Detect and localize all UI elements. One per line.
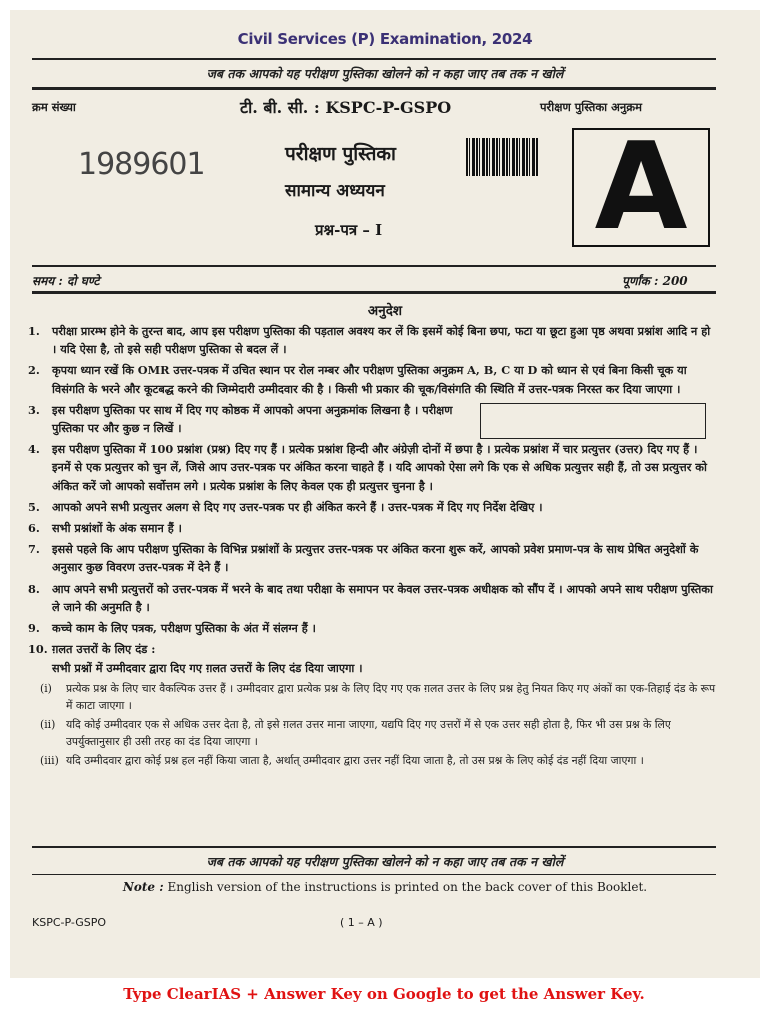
item-text: इस परीक्षण पुस्तिका में 100 प्रश्नांश (प्रश्न) दिए गए हैं । प्रत्येक प्रश्नांश हिन्दी और अंग्रेज़ी दोनों में छपा है । प्रत्येक प्रश्नांश में चार प्रत्युत्तर (उत्तर) दिए गए हैं । इनमें से एक प्रत्युत्तर को चुन लें, जिसे आप उत्तर-पत्रक पर अंकित करना चाहते हैं । यदि आपको ऐसा लगे कि एक से अधिक प्रत्युत्तर सही हैं, तो उस प्रत्युत्तर को अंकित करें जो आपको सर्वोत्तम लगे । प्रत्येक प्रश्नांश के लिए केवल एक ही प्रत्युत्तर चुनना है । bbox=[52, 442, 707, 493]
divider bbox=[32, 846, 716, 848]
tbc-code: टी. बी. सी. : KSPC-P-GSPO bbox=[240, 98, 452, 117]
marks-label: पूर्णांक : 200 bbox=[622, 274, 688, 288]
instruction-item bbox=[28, 401, 718, 437]
footer-page: ( 1 – A ) bbox=[340, 916, 383, 929]
instruction-item bbox=[28, 498, 718, 516]
instructions-list bbox=[28, 322, 718, 769]
point-number: (iii) bbox=[40, 753, 59, 767]
item-number: 2. bbox=[28, 363, 40, 378]
divider bbox=[32, 265, 716, 267]
penalty-point bbox=[28, 752, 718, 769]
instructions-heading: अनुदेश bbox=[367, 303, 403, 319]
exam-booklet-cover bbox=[10, 10, 760, 978]
footer-code: KSPC-P-GSPO bbox=[32, 916, 107, 929]
paper-title: प्रश्न-पत्र – I bbox=[315, 221, 383, 239]
instruction-item bbox=[28, 519, 718, 537]
item-number: 10. bbox=[28, 642, 48, 657]
instruction-item bbox=[28, 322, 718, 358]
item-number: 8. bbox=[28, 581, 40, 596]
item-text: ग़लत उत्तरों के लिए दंड : bbox=[52, 642, 156, 657]
exam-title: Civil Services (P) Examination, 2024 bbox=[237, 30, 533, 48]
series-letter: A bbox=[594, 117, 688, 257]
series-label: परीक्षण पुस्तिका अनुक्रम bbox=[540, 100, 643, 114]
instruction-item bbox=[28, 440, 718, 495]
item-number: 7. bbox=[28, 542, 40, 557]
divider bbox=[32, 58, 716, 60]
item-text: इससे पहले कि आप परीक्षण पुस्तिका के विभिन्न प्रश्नांशों के प्रत्युत्तर उत्तर-पत्रक पर अंकित करना शुरू करें, आपको प्रवेश प्रमाण-पत्र के साथ प्रेषित अनुदेशों के अनुसार कुछ विवरण उत्तर-पत्रक में देने हैं । bbox=[52, 542, 699, 575]
item-number: 9. bbox=[28, 621, 40, 636]
note-text: English version of the instructions is printed on the back cover of this Booklet. bbox=[167, 880, 648, 894]
item-number: 6. bbox=[28, 521, 40, 536]
item-number: 1. bbox=[28, 324, 40, 338]
item-text: कच्चे काम के लिए पत्रक, परीक्षण पुस्तिका के अंत में संलग्न हैं । bbox=[52, 621, 316, 636]
point-number: (i) bbox=[40, 681, 52, 695]
series-box bbox=[572, 117, 710, 257]
subject-title: सामान्य अध्ययन bbox=[285, 181, 385, 201]
promo-text: Type ClearIAS + Answer Key on Google to get the Answer Key. bbox=[123, 985, 645, 1003]
divider bbox=[32, 291, 716, 294]
penalty-point bbox=[28, 716, 718, 750]
item-number: 3. bbox=[28, 402, 40, 417]
point-text: यदि कोई उम्मीदवार एक से अधिक उत्तर देता है, तो इसे ग़लत उत्तर माना जाएगा, यद्यपि दिए गए उत्तरों में से एक उत्तर सही होता है, फिर भी उस प्रश्न के लिए उपर्युक्तानुसार ही उसी तरह का दंड दिया जाएगा । bbox=[66, 717, 671, 748]
instruction-item bbox=[28, 640, 718, 768]
instruction-item bbox=[28, 580, 718, 616]
instruction-item bbox=[28, 361, 718, 397]
penalty-point bbox=[28, 680, 718, 714]
item-text: इस परीक्षण पुस्तिका पर साथ में दिए गए कोष्ठक में आपको अपना अनुक्रमांक लिखना है । परीक्षण पुस्तिका पर और कुछ न लिखें । bbox=[52, 402, 453, 436]
note-label: Note : bbox=[122, 880, 164, 894]
point-text: प्रत्येक प्रश्न के लिए चार वैकल्पिक उत्तर हैं । उम्मीदवार द्वारा प्रत्येक प्रश्न के लिए दिए गए एक ग़लत उत्तर के लिए प्रश्न हेतु नियत किए गए अंकों का एक-तिहाई दंड के रूप में काटा जाएगा । bbox=[66, 681, 716, 712]
item-number: 4. bbox=[28, 442, 40, 457]
english-note bbox=[10, 880, 760, 894]
roll-number-box[interactable] bbox=[480, 403, 706, 439]
divider bbox=[32, 87, 716, 90]
warning-bottom: जब तक आपको यह परीक्षण पुस्तिका खोलने को न कहा जाए तब तक न खोलें bbox=[206, 854, 564, 869]
item-text: कृपया ध्यान रखें कि OMR उत्तर-पत्रक में उचित स्थान पर रोल नम्बर और परीक्षण पुस्तिका अनुक्रम A, B, C या D को ध्यान से एवं बिना किसी चूक या विसंगति के भरने और कूटबद्ध करने की जिम्मेदारी उम्मीदवार की है । किसी भी प्रकार की चूक/विसंगति की स्थिति में उत्तर-पत्रक निरस्त कर दिया जाएगा । bbox=[52, 363, 687, 396]
serial-label: क्रम संख्या bbox=[32, 100, 76, 114]
item-text: सभी प्रश्नांशों के अंक समान हैं । bbox=[52, 521, 182, 536]
instruction-item bbox=[28, 619, 718, 637]
penalty-lead: सभी प्रश्नों में उम्मीदवार द्वारा दिए गए ग़लत उत्तरों के लिए दंड दिया जाएगा । bbox=[52, 661, 363, 676]
instruction-item bbox=[28, 540, 718, 576]
booklet-title: परीक्षण पुस्तिका bbox=[285, 143, 396, 165]
item-number: 5. bbox=[28, 499, 40, 514]
point-number: (ii) bbox=[40, 717, 56, 731]
item-text: आप अपने सभी प्रत्युत्तरों को उत्तर-पत्रक में भरने के बाद तथा परीक्षा के समापन पर केवल उत्तर-पत्रक अधीक्षक को सौंप दें । आपको अपने साथ परीक्षण पुस्तिका ले जाने की अनुमति है । bbox=[52, 581, 713, 614]
barcode-icon bbox=[466, 138, 539, 176]
time-label: समय : दो घण्टे bbox=[32, 274, 100, 288]
item-text: परीक्षा प्रारम्भ होने के तुरन्त बाद, आप इस परीक्षण पुस्तिका की पड़ताल अवश्य कर लें कि इसमें कोई बिना छपा, फटा या छूटा हुआ पृष्ठ अथवा प्रश्नांश आदि न हो । यदि ऐसा है, तो इसे सही परीक्षण पुस्तिका से बदल लें । bbox=[52, 324, 711, 357]
warning-top: जब तक आपको यह परीक्षण पुस्तिका खोलने को न कहा जाए तब तक न खोलें bbox=[206, 66, 564, 81]
serial-number: 1989601 bbox=[78, 147, 205, 182]
item-text: आपको अपने सभी प्रत्युत्तर अलग से दिए गए उत्तर-पत्रक पर ही अंकित करने हैं । उत्तर-पत्रक में दिए गए निर्देश देखिए । bbox=[52, 499, 543, 514]
divider bbox=[32, 874, 716, 875]
point-text: यदि उम्मीदवार द्वारा कोई प्रश्न हल नहीं किया जाता है, अर्थात् उम्मीदवार द्वारा उत्तर नहीं दिया जाता है, तो उस प्रश्न के लिए कोई दंड नहीं दिया जाएगा । bbox=[66, 753, 644, 767]
